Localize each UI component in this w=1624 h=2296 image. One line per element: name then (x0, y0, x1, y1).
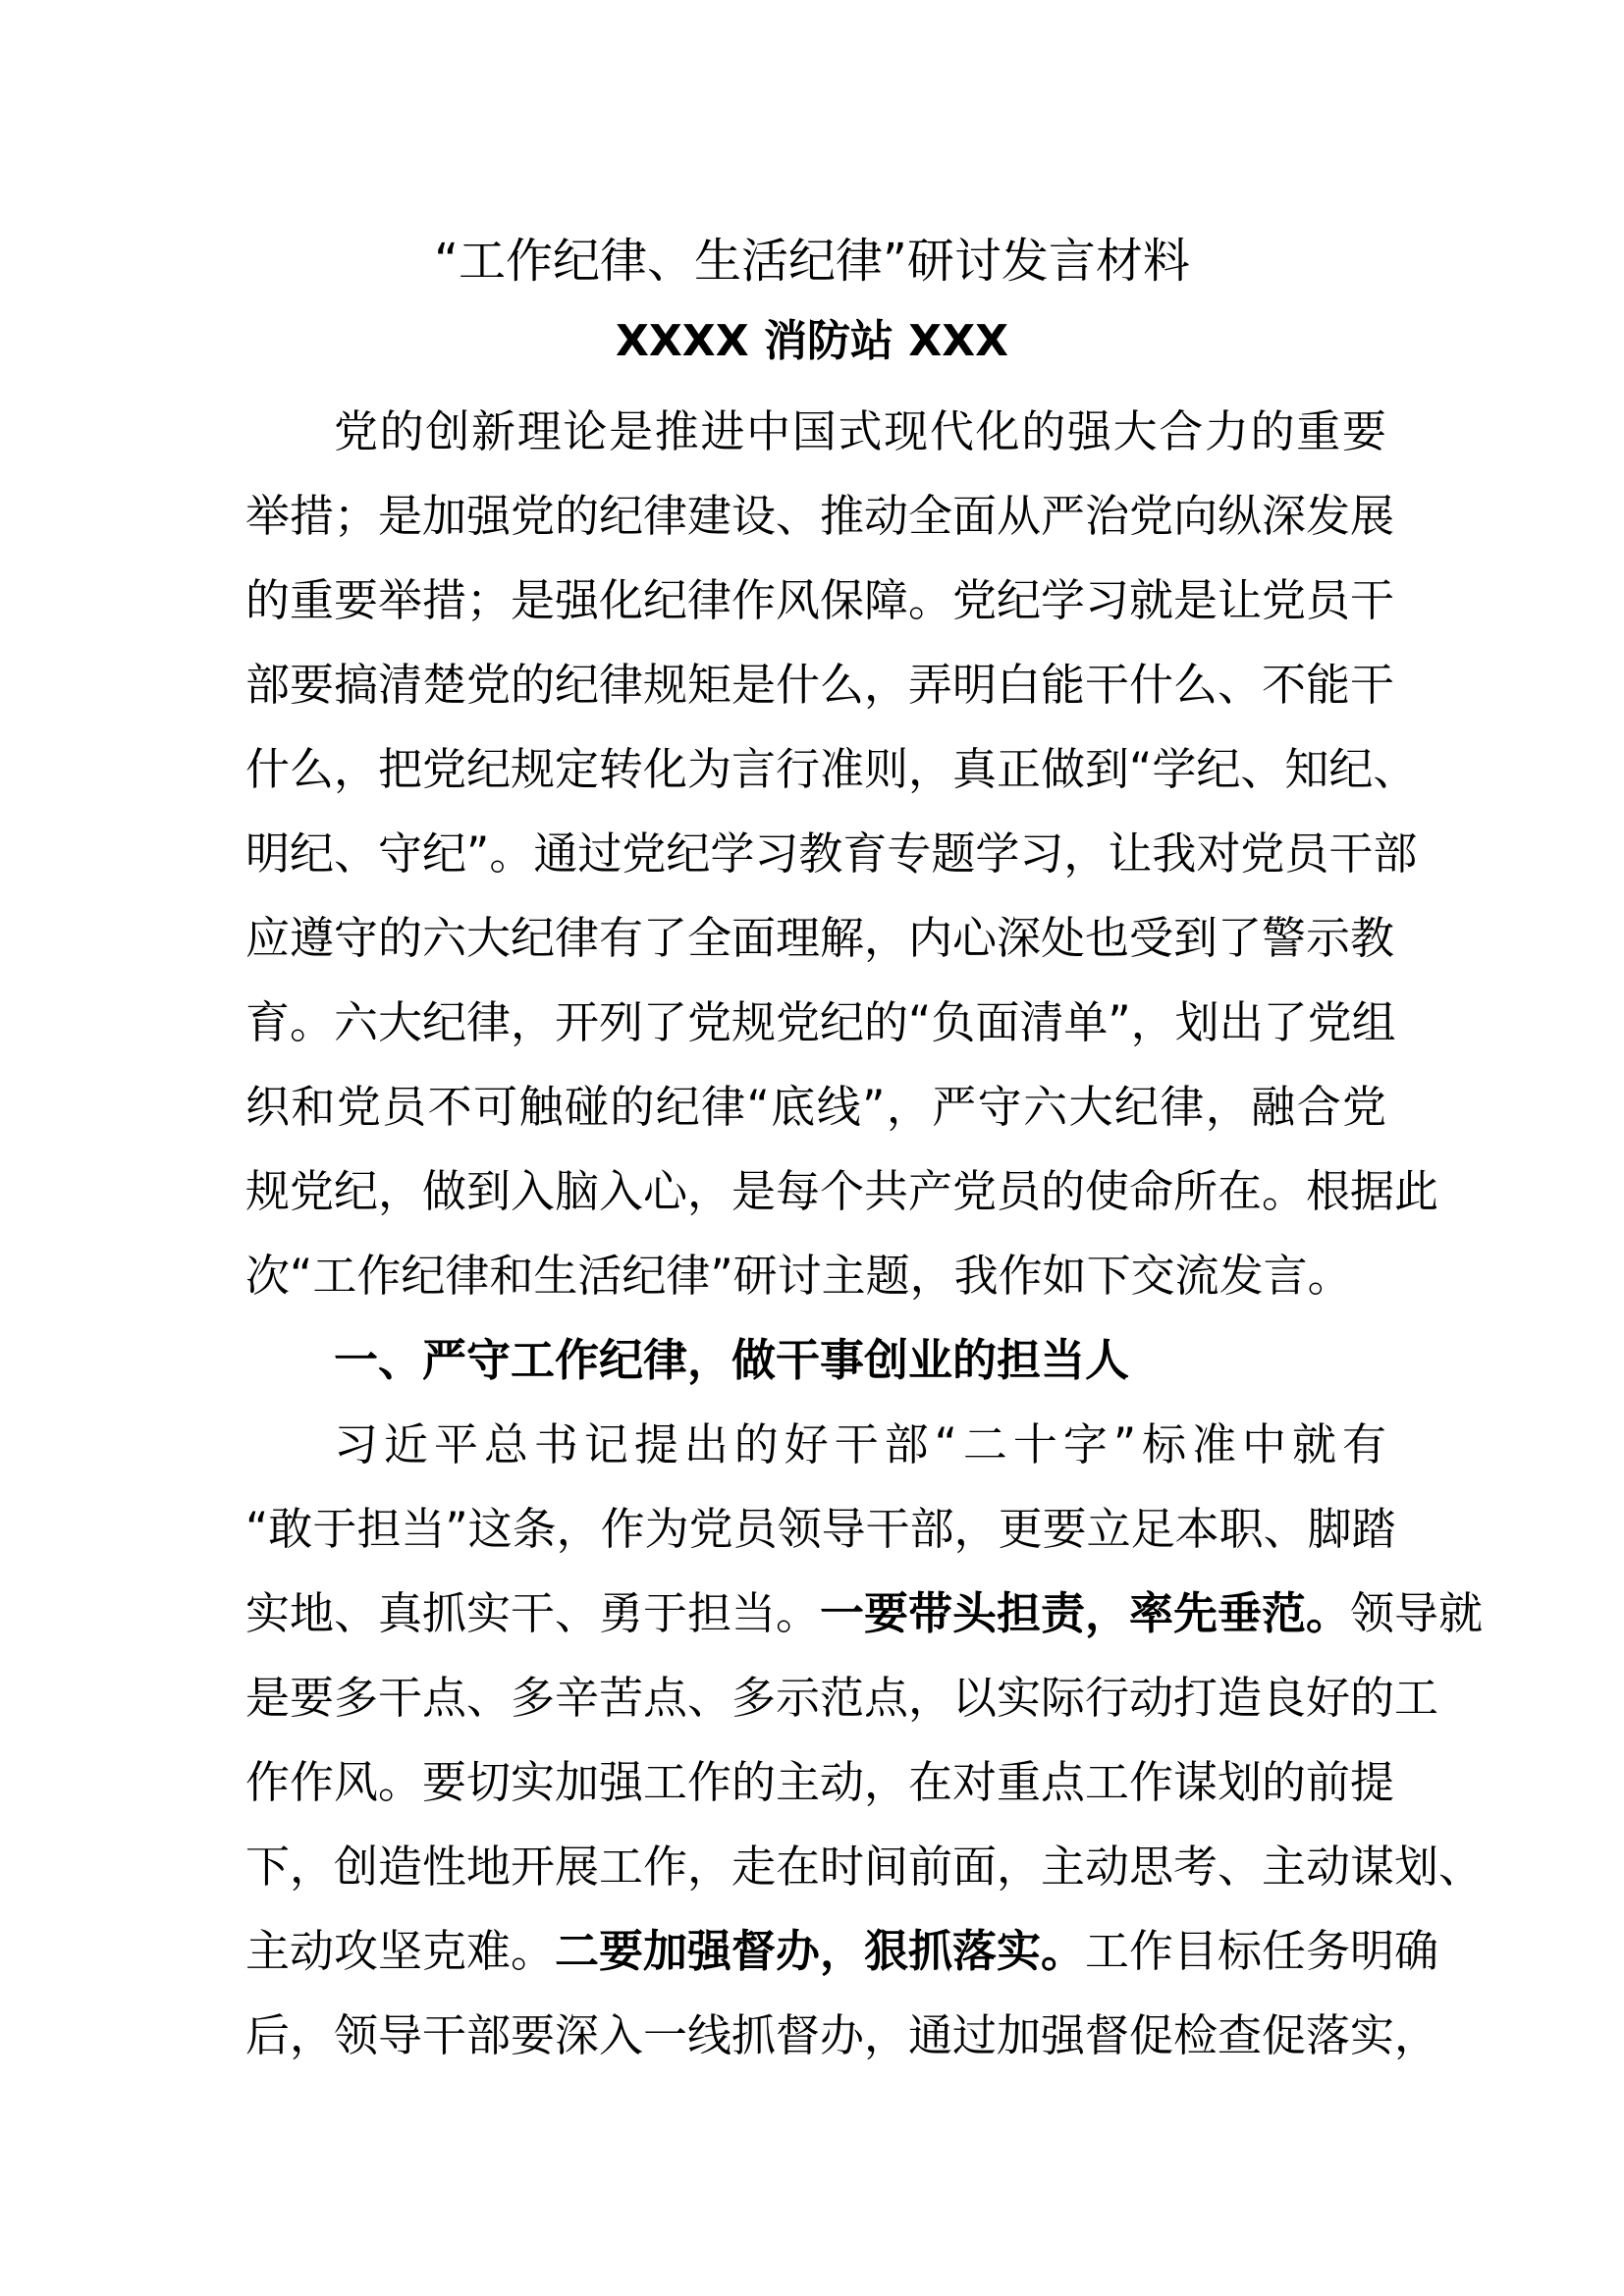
paragraph-line (245, 1078, 1386, 1137)
line-text: 育。六大纪律，开列了党规党纪的“负面清单”，划出了党组 (245, 996, 1396, 1048)
paragraph-line (245, 1838, 1484, 1896)
paragraph-line (245, 993, 1396, 1052)
paragraph-line (245, 909, 1395, 968)
section-heading-text: 一、严守工作纪律，做干事创业的担当人 (334, 1334, 1130, 1386)
line-text: “敢于担当”这条，作为党员领导干部，更要立足本职、脚踏 (245, 1503, 1396, 1555)
document-title: “工作纪律、生活纪律”研讨发言材料 (434, 234, 1190, 289)
line-text: 的重要举措；是强化纪律作风保障。党纪学习就是让党员干 (245, 574, 1395, 626)
paragraph-line (245, 1247, 1386, 1306)
paragraph-line (245, 1162, 1439, 1221)
bold-emphasis: 一要带头担责，率先垂范。 (820, 1587, 1351, 1639)
author-line: XXXX 消防站 XXX (615, 316, 1009, 366)
line-text: 实地、真抓实干、勇于担当。 (245, 1587, 821, 1639)
paragraph-line (245, 1753, 1395, 1812)
line-text: 织和党员不可触碰的纪律“底线”，严守六大纪律，融合党 (245, 1081, 1386, 1133)
paragraph-line (245, 825, 1418, 883)
paragraph-line (245, 656, 1395, 715)
bold-emphasis: 二要加强督办，狠抓落实。 (555, 1925, 1086, 1977)
line-text: 下，创造性地开展工作，走在时间前面，主动思考、主动谋划、 (245, 1841, 1484, 1893)
paragraph-line (334, 402, 1386, 461)
paragraph-line (245, 487, 1395, 546)
line-text: 是要多干点、多辛苦点、多示范点，以实际行动打造良好的工 (245, 1672, 1439, 1724)
line-text: 明纪、守纪”。通过党纪学习教育专题学习，让我对党员干部 (245, 828, 1418, 880)
paragraph-line (245, 1584, 1484, 1643)
paragraph-line (245, 1922, 1439, 1981)
paragraph-line (245, 740, 1418, 799)
line-text: 工作目标任务明确 (1085, 1925, 1439, 1977)
line-text: 部要搞清楚党的纪律规矩是什么，弄明白能干什么、不能干 (245, 659, 1395, 711)
line-text: 举措；是加强党的纪律建设、推动全面从严治党向纵深发展 (245, 490, 1395, 542)
line-text: 应遵守的六大纪律有了全面理解，内心深处也受到了警示教 (245, 912, 1395, 964)
line-text: 作作风。要切实加强工作的主动，在对重点工作谋划的前提 (245, 1756, 1395, 1808)
line-text: 规党纪，做到入脑入心，是每个共产党员的使命所在。根据此 (245, 1165, 1439, 1217)
paragraph-line (245, 571, 1395, 630)
line-text: 次“工作纪律和生活纪律”研讨主题，我作如下交流发言。 (245, 1250, 1352, 1302)
line-text: 领导就 (1350, 1587, 1484, 1639)
line-text: 习近平总书记提出的好干部“二十字”标准中就有 (334, 1418, 1386, 1470)
line-text: 主动攻坚克难。 (245, 1925, 556, 1977)
paragraph-line (245, 1500, 1396, 1559)
line-text: 什么，把党纪规定转化为言行准则，真正做到“学纪、知纪、 (245, 743, 1418, 795)
paragraph-line (334, 1415, 1386, 1474)
line-text: 党的创新理论是推进中国式现代化的强大合力的重要 (334, 405, 1386, 457)
paragraph-line (245, 1669, 1439, 1728)
line-text: 后，领导干部要深入一线抓督办，通过加强督促检查促落实， (245, 2009, 1439, 2061)
section-heading (334, 1331, 1386, 1390)
paragraph-line (245, 2006, 1439, 2065)
